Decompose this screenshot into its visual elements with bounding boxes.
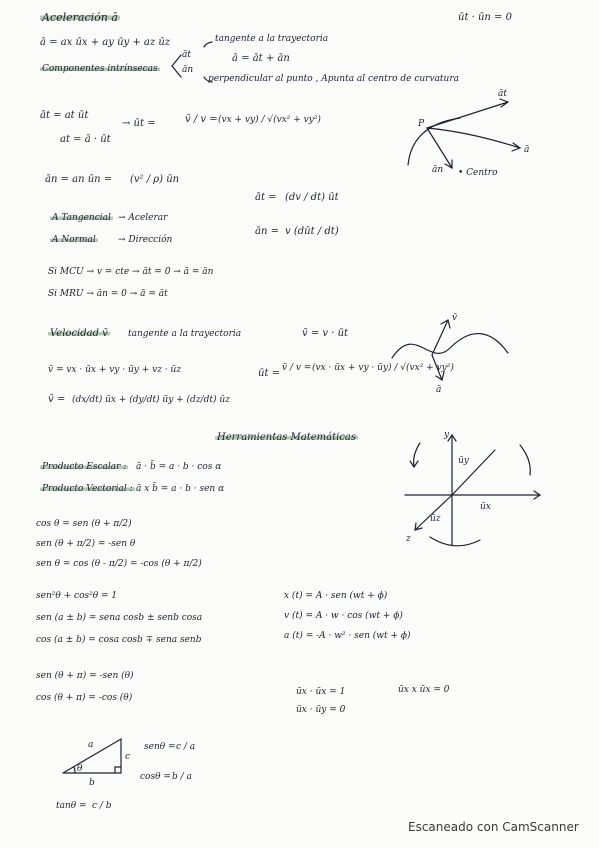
acceleration-sum-formula: ā = āt + ān [232, 53, 290, 64]
identity-pythagorean: sen²θ + cos²θ = 1 [36, 591, 118, 601]
unit-tangent-label: → ūt = [122, 118, 156, 129]
identity-cos-pi: cos (θ + π) = -cos (θ) [36, 693, 133, 703]
velocity-cartesian-formula: v̄ = vx · ūx + vy · ūy + vz · ūz [48, 365, 182, 375]
unit-dot-orthogonal: ūx · ūy = 0 [296, 705, 346, 715]
triangle-a-label: a [88, 740, 94, 750]
acceleration-harmonic-formula: a (t) = -A · w² · sen (wt + ϕ) [284, 631, 411, 641]
identity-sen-pi: sen (θ + π) = -sen (θ) [36, 671, 134, 681]
intrinsic-components-label: Componentes intrínsecas [42, 64, 158, 74]
acceleration-cartesian-formula: ā = ax ūx + ay ūy + az ūz [40, 37, 171, 48]
diagram-centro-label: • Centro [458, 168, 498, 178]
brace-at-label: āt [182, 50, 191, 60]
mru-rule: Si MRU → ān = 0 → ā = āt [48, 289, 168, 299]
cosine-label: cosθ = [140, 772, 171, 782]
velocity-derivative-label: v̄ = [48, 394, 66, 405]
y-axis-label: y [444, 430, 450, 440]
at-derivative-value: (dv / dt) ūt [285, 192, 339, 203]
velocity-derivative-formula: (dx/dt) ūx + (dy/dt) ūy + (dz/dt) ūz [72, 395, 230, 405]
velocity-diagram [390, 308, 520, 398]
acceleration-vector-label: ā [436, 385, 442, 395]
identity-cos-sum: cos (a ± b) = cosa cosb ∓ sena senb [36, 635, 202, 645]
cross-product-label: Producto Vectorial : [42, 484, 133, 494]
uz-label: ūz [430, 514, 441, 524]
tangent-ratio: c / b [92, 801, 112, 811]
cosine-ratio: b / a [172, 772, 192, 782]
unit-cross-same: ūx x ūx = 0 [398, 685, 450, 695]
normal-meaning: → Dirección [118, 235, 173, 245]
ut-components: (vx · ūx + vy · ūy) / √(vx² + vy²) [312, 363, 454, 373]
triangle-diagram [55, 725, 140, 788]
velocity-tangent-note: tangente a la trayectoria [128, 329, 242, 339]
normal-acceleration-formula: ān = an ūn = [45, 174, 113, 185]
ux-label: ūx [480, 502, 491, 512]
dot-product-label: Producto Escalar : [42, 462, 127, 472]
velocity-formula: v̄ = v · ūt [302, 328, 349, 339]
orthogonality-formula: ūt · ūn = 0 [458, 12, 512, 23]
math-tools-title: Herramientas Matemáticas [217, 432, 356, 443]
velocity-harmonic-formula: v (t) = A · w · cos (wt + ϕ) [284, 611, 403, 621]
sine-label: senθ = [144, 742, 176, 752]
uy-label: ūy [458, 456, 469, 466]
camscanner-watermark: Escaneado con CamScanner [408, 820, 579, 834]
unit-tangent-components: (vx + vy) / √(vx² + vy²) [218, 115, 321, 125]
tangential-acceleration-formula: āt = at ūt [40, 110, 89, 121]
cross-product-formula: ā x b̄ = a · b · sen α [136, 484, 225, 494]
section-title-aceleracion: Aceleración ā [42, 11, 118, 24]
normal-label: A Normal [52, 235, 96, 245]
ut-label: ūt = [258, 368, 281, 379]
identity-cos: cos θ = sen (θ + π/2) [36, 519, 132, 529]
sine-ratio: c / a [176, 742, 196, 752]
mcu-rule: Si MCU → v = cte → āt = 0 → ā = ān [48, 267, 214, 277]
triangle-c-label: c [125, 752, 131, 762]
velocity-section-title: Velocidad v̄ [50, 328, 108, 339]
diagram-an-label: ān [432, 165, 444, 175]
velocity-vector-label: v̄ [452, 313, 458, 323]
an-derivative-label: ān = [255, 226, 279, 237]
normal-acceleration-value: (v² / ρ) ūn [130, 174, 180, 185]
identity-sen-sum: sen (a ± b) = sena cosb ± senb cosa [36, 613, 203, 623]
diagram-a-label: ā [524, 145, 530, 155]
z-axis-label: z [406, 534, 411, 544]
position-formula: x (t) = A · sen (wt + ϕ) [284, 591, 388, 601]
tangent-label: tanθ = [56, 801, 87, 811]
point-p-label: P [418, 119, 425, 129]
at-derivative-label: āt = [255, 192, 277, 203]
identity-sen: sen θ = cos (θ - π/2) = -cos (θ + π/2) [36, 559, 202, 569]
identity-sen-shift: sen (θ + π/2) = -sen θ [36, 539, 136, 549]
tangential-label: A Tangencial [52, 213, 111, 223]
tangent-note: tangente a la trayectoria [215, 34, 329, 44]
tangential-scalar-formula: at = ā · ūt [60, 134, 111, 145]
an-derivative-value: v (dūt / dt) [285, 226, 339, 237]
dot-product-formula: ā · b̄ = a · b · cos α [136, 462, 222, 472]
unit-tangent-ratio: v̄ / v = [185, 114, 218, 125]
curvature-diagram [400, 90, 560, 185]
unit-dot-same: ūx · ūx = 1 [296, 687, 346, 697]
triangle-theta-label: θ [77, 764, 83, 774]
brace-an-label: ān [182, 65, 194, 75]
intrinsic-brace [168, 42, 218, 87]
ut-ratio: v̄ / v = [282, 363, 312, 373]
tangential-meaning: → Acelerar [118, 213, 168, 223]
triangle-b-label: b [89, 778, 95, 788]
diagram-at-label: āt [498, 89, 507, 99]
normal-note: perpendicular al punto , Apunta al centro de curvatura [208, 74, 460, 84]
axes-diagram [400, 425, 550, 555]
